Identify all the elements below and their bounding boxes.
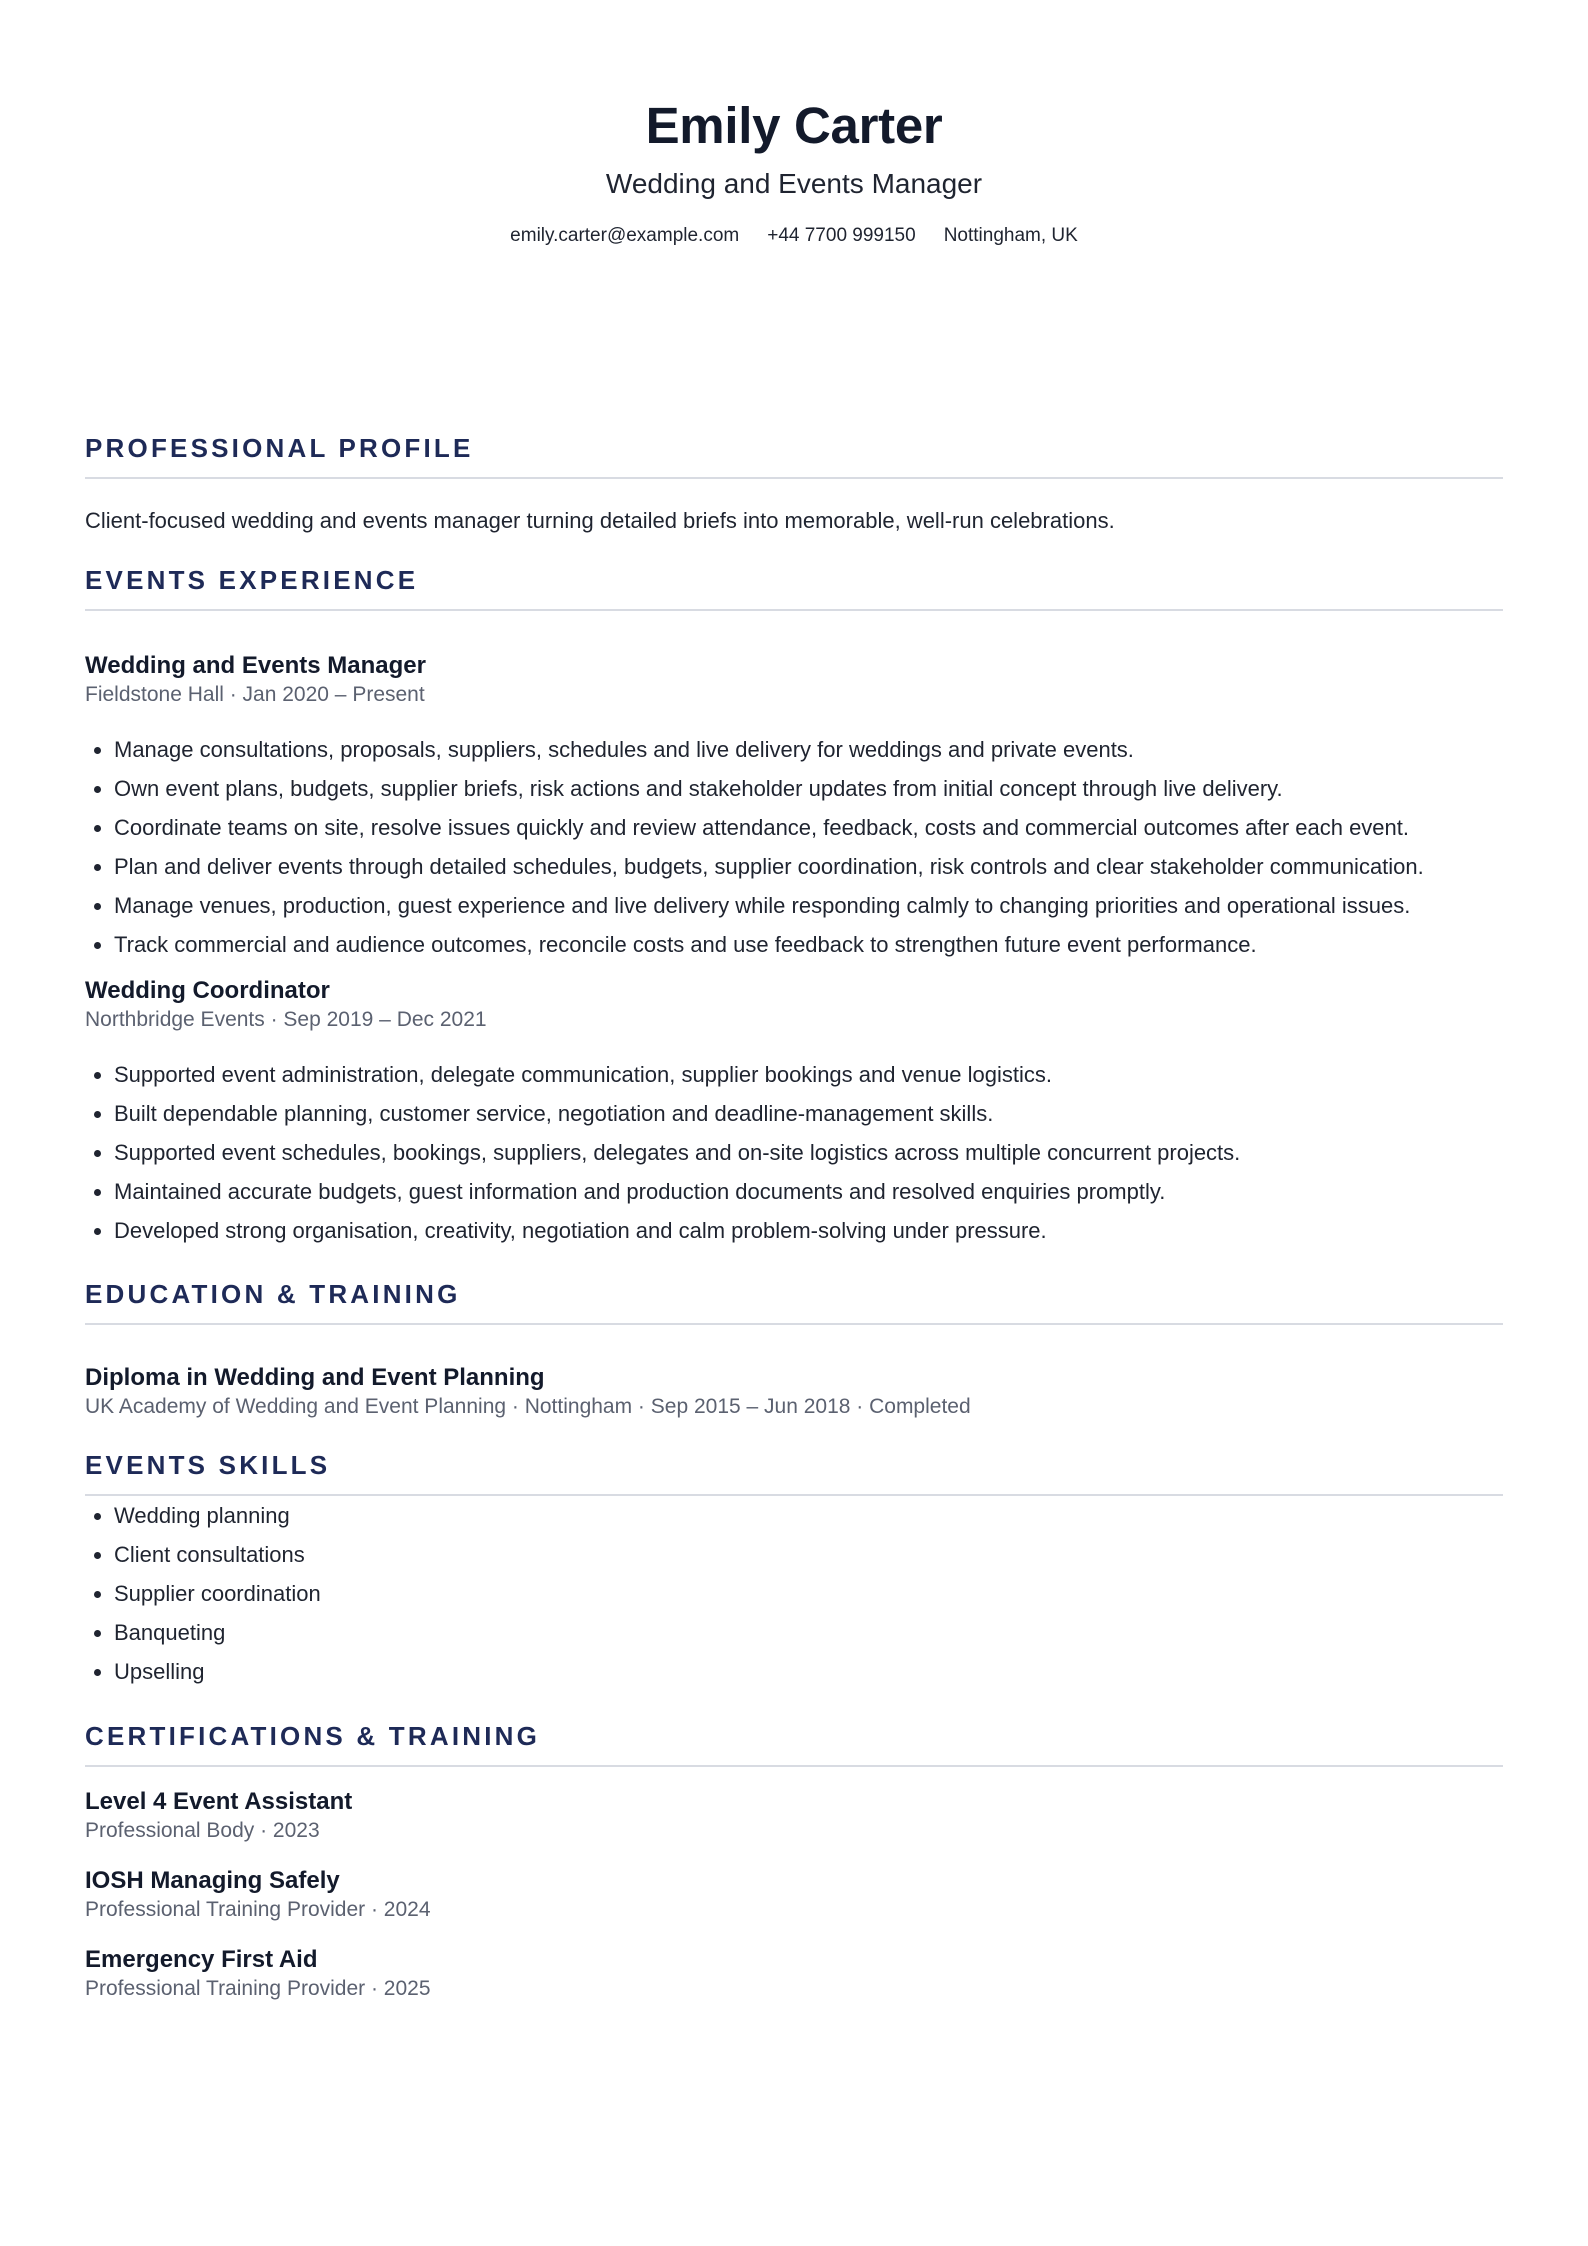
section-divider [85, 477, 1503, 479]
certification-entry [85, 1787, 1503, 1844]
certifications-section [85, 1720, 1503, 2002]
job-meta: Northbridge Events · Sep 2019 – Dec 2021 [85, 1008, 487, 1031]
job-bullets [85, 1055, 1503, 1250]
section-divider [85, 609, 1503, 611]
profile-text: Client-focused wedding and events manager turning detailed briefs into memorable, well-run celebrations. [85, 508, 1115, 533]
education-section [85, 1278, 1503, 1420]
job-title: Wedding Coordinator [85, 977, 330, 1004]
job-entry [85, 651, 1503, 964]
contact-phone: +44 7700 999150 [767, 225, 916, 246]
education-meta: UK Academy of Wedding and Event Planning · Nottingham · Sep 2015 – Jun 2018 · Completed [85, 1395, 971, 1418]
job-bullet: • Coordinate teams on site, resolve issues quickly and review attendance, feedback, costs and commercial outcomes after each event. [114, 808, 1503, 847]
job-bullet: • Manage consultations, proposals, suppliers, schedules and live delivery for weddings and private events. [114, 730, 1503, 769]
profile-section [85, 432, 1503, 536]
certification-title: Emergency First Aid [85, 1946, 318, 1973]
section-divider [85, 1323, 1503, 1325]
skill-item: • Upselling [114, 1652, 1503, 1691]
certification-meta: Professional Body · 2023 [85, 1819, 320, 1842]
certification-entry [85, 1866, 1503, 1923]
job-bullet: • Built dependable planning, customer service, negotiation and deadline-management skills. [114, 1094, 1503, 1133]
job-bullet: • Track commercial and audience outcomes, reconcile costs and use feedback to strengthen future event performance. [114, 925, 1503, 964]
job-bullets [85, 730, 1503, 964]
certification-title: IOSH Managing Safely [85, 1867, 340, 1894]
contact-line [85, 224, 1503, 248]
certification-meta: Professional Training Provider · 2025 [85, 1977, 431, 2000]
job-bullet: • Developed strong organisation, creativity, negotiation and calm problem-solving under pressure. [114, 1211, 1503, 1250]
section-title-certifications: CERTIFICATIONS & TRAINING [85, 1721, 541, 1751]
certification-title: Level 4 Event Assistant [85, 1788, 353, 1815]
section-title-education: EDUCATION & TRAINING [85, 1279, 461, 1309]
skill-item: • Banqueting [114, 1613, 1503, 1652]
job-bullet: • Own event plans, budgets, supplier briefs, risk actions and stakeholder updates from initial concept through live delivery. [114, 769, 1503, 808]
section-title-experience: EVENTS EXPERIENCE [85, 565, 419, 595]
job-bullet: • Supported event administration, delegate communication, supplier bookings and venue logistics. [114, 1055, 1503, 1094]
candidate-role: Wedding and Events Manager [605, 168, 983, 199]
contact-email: emily.carter@example.com [510, 225, 740, 246]
job-bullet: • Maintained accurate budgets, guest information and production documents and resolved enquiries promptly. [114, 1172, 1503, 1211]
job-bullet: • Manage venues, production, guest experience and live delivery while responding calmly to changing priorities and operational issues. [114, 886, 1503, 925]
experience-section [85, 564, 1503, 1250]
job-bullet: • Supported event schedules, bookings, suppliers, delegates and on-site logistics across multiple concurrent projects. [114, 1133, 1503, 1172]
skills-list [85, 1496, 1503, 1691]
resume-header [85, 0, 1503, 248]
skill-item: • Supplier coordination [114, 1574, 1503, 1613]
certification-entry [85, 1945, 1503, 2002]
skill-item: • Client consultations [114, 1535, 1503, 1574]
section-divider [85, 1765, 1503, 1767]
contact-location: Nottingham, UK [943, 225, 1078, 246]
job-bullet: • Plan and deliver events through detailed schedules, budgets, supplier coordination, risk controls and clear stakeholder communication. [114, 847, 1503, 886]
skills-section [85, 1449, 1503, 1691]
job-title: Wedding and Events Manager [85, 652, 426, 679]
section-title-skills: EVENTS SKILLS [85, 1450, 331, 1480]
candidate-name: Emily Carter [645, 97, 943, 154]
certification-meta: Professional Training Provider · 2024 [85, 1898, 431, 1921]
skill-item: • Wedding planning [114, 1496, 1503, 1535]
job-meta: Fieldstone Hall · Jan 2020 – Present [85, 683, 425, 706]
job-entry [85, 976, 1503, 1250]
education-title: Diploma in Wedding and Event Planning [85, 1364, 545, 1391]
education-entry [85, 1363, 1503, 1420]
section-title-profile: PROFESSIONAL PROFILE [85, 433, 474, 463]
